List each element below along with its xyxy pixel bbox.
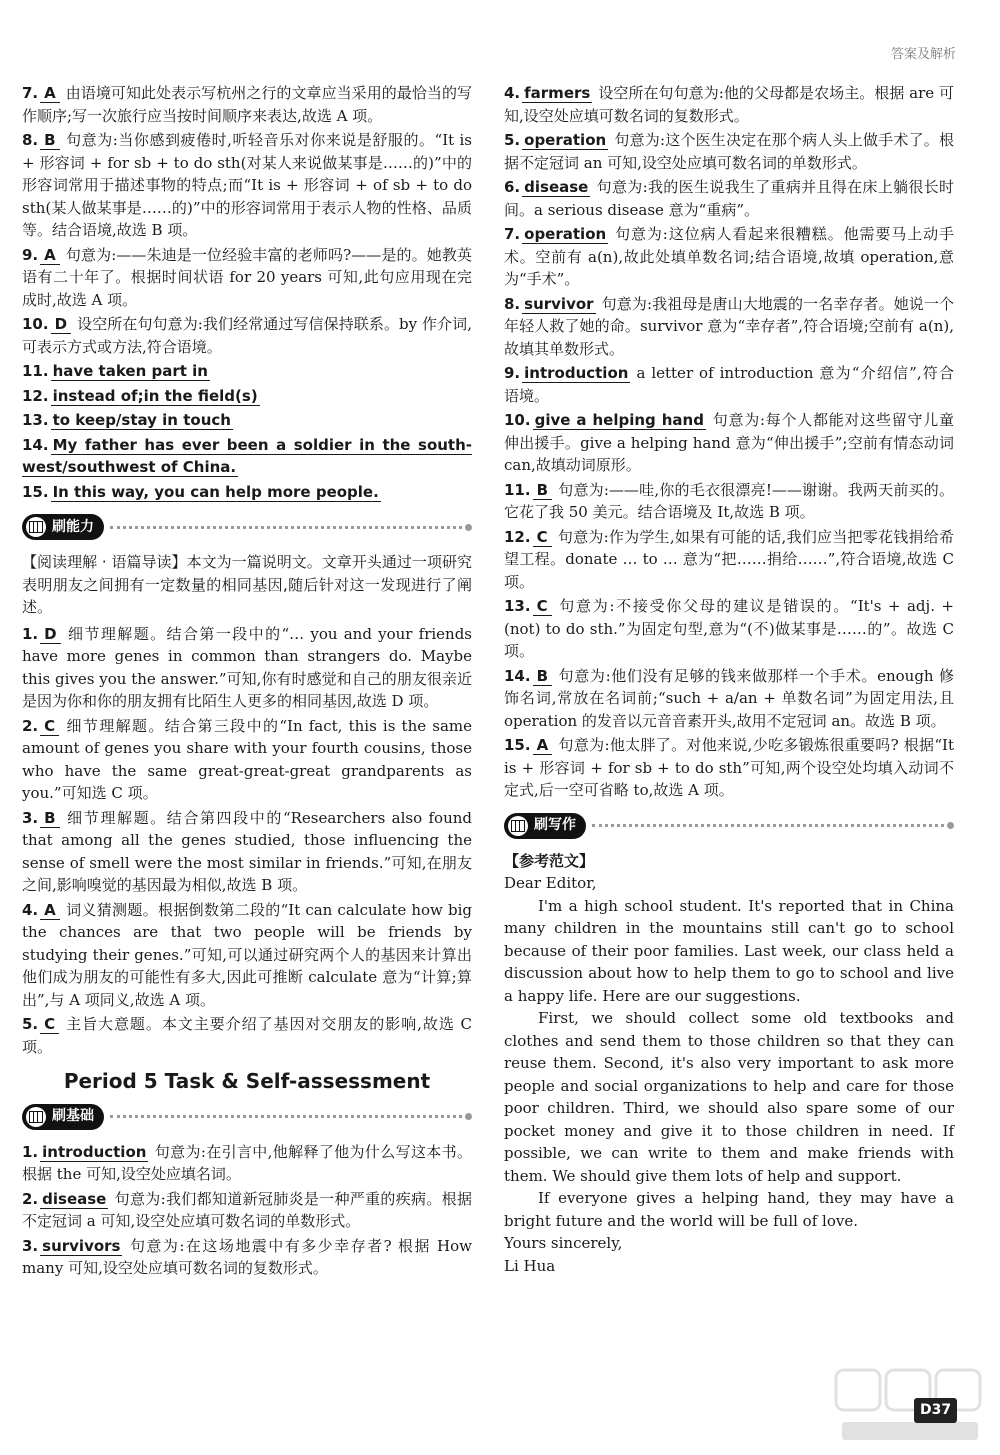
item-explanation: 设空所在句句意为:我们经常通过写信保持联系。by 作介词,可表示方式或方法,符合语境。: [22, 315, 472, 356]
item-number: 11.: [504, 480, 531, 499]
item-number: 4.: [504, 84, 521, 102]
item-number: 5.: [504, 131, 521, 149]
item-answer: B: [533, 667, 552, 686]
answer-item: [22, 623, 472, 713]
item-explanation: 句意为:——哇,你的毛衣很漂亮!——谢谢。我两天前买的。它花了我 50 美元。结合语境及 It,故选 B 项。: [504, 480, 954, 521]
item-answer: A: [40, 246, 60, 265]
item-number: 5.: [22, 1015, 39, 1033]
item-answer: survivors: [42, 1236, 121, 1255]
item-explanation: 句意为:当你感到疲倦时,听轻音乐对你来说是舒服的。“It is + 形容词 + for sb + to do sth(对某人来说做某事是……的)”中的形容词常用于描述事物的特点;而“It is + 形容词 + of sb + to do sth(某人做某事是……的)”中的形容词常用于表示人物的性格、品质等。结合语境,故选 B 项。: [22, 131, 472, 239]
answer-item: [22, 1141, 472, 1186]
item-answer: In this way, you can help more people.: [52, 482, 379, 501]
answer-item: [504, 293, 954, 361]
item-answer: have taken part in: [52, 362, 208, 380]
essay-paragraph: First, we should collect some old textbooks and clothes and send them to those children so that they can reuse them. Second, it's also very important to ask more people and social organizations to help and care for those poor children. Third, we should also spare some of our pocket money and give it to those children in need. If possible, we can write to them and make friends with them. We should give them lots of help and support.: [504, 1009, 954, 1185]
item-answer: D: [51, 315, 71, 334]
answer-item: [22, 1188, 472, 1233]
basic-answer-list: [22, 1141, 472, 1280]
item-answer: give a helping hand: [534, 411, 704, 429]
item-explanation: 句意为:这个医生决定在那个病人头上做手术了。根据不定冠词 an 可知,设空处应填可数名词的单数形式。: [504, 131, 954, 172]
item-answer: C: [533, 597, 552, 616]
answer-item: [504, 526, 954, 594]
answer-item: [22, 899, 472, 1012]
item-answer: B: [40, 131, 59, 150]
item-answer: A: [533, 736, 553, 755]
item-number: 1.: [22, 1142, 39, 1161]
item-answer: A: [40, 901, 60, 920]
item-number: 1.: [22, 624, 39, 643]
essay-paragraph: I'm a high school student. It's reported that in China many children in the mountains still can't go to school because of their poor families. Last week, our class held a discussion about how to help them to go to school and live a happy life. Here are our suggestions.: [504, 896, 954, 1005]
page-header-title: 答案及解析: [890, 47, 956, 62]
item-number: 2.: [22, 716, 39, 735]
section-ability-badge: [22, 514, 104, 540]
answer-item: [504, 223, 954, 291]
item-explanation: 句意为:他们没有足够的钱来做那样一个手术。enough 修饰名词,常放在名词前;“such + a/an + 单数名词”为固定用法,且 operation 的发音以元音音素开头,故用不定冠词 an。故选 B 项。: [504, 666, 954, 730]
answer-item: [504, 362, 954, 407]
item-explanation: 句意为:我的医生说我生了重病并且得在床上躺很长时间。a serious disease 意为“重病”。: [504, 178, 954, 219]
item-explanation: 句意为:我祖母是唐山大地震的一名幸存者。她说一个年轻人救了她的命。survivor 意为“幸存者”,符合语境;空前有 a(n),故填其单数形式。: [504, 294, 954, 358]
item-answer: C: [40, 1015, 59, 1034]
item-answer: D: [40, 625, 60, 644]
item-explanation: 句意为:不接受你父母的建议是错误的。“It's + adj. + (not) to do sth.”为固定句型,意为“(不)做某事是……的”。故选 C 项。: [504, 597, 954, 660]
section-basic-label: 刷基础: [52, 1108, 94, 1125]
item-explanation: 词义猜测题。根据倒数第二段的“It can calculate how big the chances are that two people will be friends by studying their genes.”可知,可以通过研究两个人的基因来计算出他们成为朋友的可能性有多大,因此可推断 calculate 意为“计算;算出”,与 A 项同义,故选 A 项。: [22, 900, 472, 1009]
answer-item: [504, 734, 954, 802]
answer-item: [22, 129, 472, 242]
item-number: 14.: [22, 435, 49, 454]
item-explanation: 主旨大意题。本文主要介绍了基因对交朋友的影响,故选 C 项。: [22, 1015, 472, 1056]
answer-item: [22, 1013, 472, 1058]
translation-answers: [22, 360, 472, 503]
item-explanation: 句意为:他太胖了。对他来说,少吃多锻炼很重要吗? 根据“It is + 形容词 + for sb + to do sth”可知,两个设空处均填入动词不定式,后一空可省略 to,故选 A 项。: [504, 736, 954, 799]
essay-paragraph: If everyone gives a helping hand, they may have a bright future and the world will be full of love.: [504, 1189, 954, 1230]
section-divider-end: [465, 524, 472, 531]
section-divider-end: [465, 1113, 472, 1120]
item-answer: A: [40, 84, 60, 103]
item-number: 7.: [22, 84, 39, 102]
item-number: 12.: [504, 527, 531, 546]
piano-icon: [26, 517, 46, 537]
item-explanation: 细节理解题。结合第一段中的“… you and your friends have more genes in common than strangers do. Maybe this gives you the answer.”可知,你有时感觉和自己的朋友很亲近是因为你和你的朋友拥有比陌生人更多的相同基因,故选 D 项。: [22, 624, 472, 710]
item-answer: to keep/stay in touch: [52, 411, 231, 429]
item-number: 4.: [22, 900, 39, 919]
section-writing-label: 刷写作: [534, 817, 576, 834]
item-number: 3.: [22, 808, 39, 827]
item-number: 8.: [22, 131, 39, 149]
item-answer: operation: [524, 131, 607, 149]
item-answer: instead of;in the field(s): [52, 386, 258, 405]
item-number: 15.: [504, 736, 531, 754]
item-answer: introduction: [524, 364, 629, 382]
item-answer: introduction: [42, 1142, 147, 1161]
item-explanation: 句意为:每个人都能对这些留守儿童伸出援手。give a helping hand 意为“伸出援手”;空前有情态动词 can,故填动词原形。: [504, 411, 954, 474]
reading-answer-list: [22, 623, 472, 1059]
section-basic-bar: [22, 1101, 472, 1133]
essay-closing: Yours sincerely,: [504, 1234, 623, 1252]
answer-item: [22, 360, 472, 383]
section-ability-bar: [22, 511, 472, 543]
item-answer: My father has ever been a soldier in the south-west/southwest of China.: [22, 435, 472, 476]
item-answer: farmers: [524, 84, 591, 102]
item-number: 13.: [504, 597, 531, 615]
item-answer: B: [533, 481, 552, 500]
section-divider: [592, 824, 944, 827]
item-number: 2.: [22, 1189, 39, 1208]
item-explanation: 句意为:这位病人看起来很糟糕。他需要马上动手术。空前有 a(n),故此处填单数名词;结合语境,故填 operation,意为“手术”。: [504, 225, 954, 288]
section-divider-end: [947, 822, 954, 829]
item-number: 8.: [504, 294, 521, 313]
answer-item: [22, 715, 472, 805]
answer-item: [504, 409, 954, 477]
item-answer: operation: [524, 225, 607, 243]
answer-list-right: [504, 82, 954, 802]
answer-item: [504, 595, 954, 663]
left-column: [22, 82, 472, 1282]
watermark-logo: [830, 1360, 990, 1450]
answer-item: [22, 807, 472, 897]
section-basic-badge: [22, 1104, 104, 1130]
item-answer: C: [40, 717, 59, 736]
essay-heading: 【参考范文】: [504, 851, 595, 870]
answer-item: [504, 129, 954, 174]
item-number: 15.: [22, 482, 49, 501]
section-divider: [110, 526, 462, 529]
item-number: 10.: [22, 315, 49, 333]
answer-item: [22, 434, 472, 479]
item-number: 9.: [504, 364, 521, 382]
item-explanation: 设空所在句句意为:他的父母都是农场主。根据 are 可知,设空处应填可数名词的复数形式。: [504, 84, 954, 125]
essay-greeting: Dear Editor,: [504, 874, 597, 892]
period-title: Period 5 Task & Self-assessment: [63, 1069, 431, 1093]
right-column: [504, 82, 954, 1277]
item-explanation: 细节理解题。结合第三段中的“In fact, this is the same amount of genes you share with your fourth cousins, those who have the same great-great-great grandparents as you.”可知选 C 项。: [22, 716, 472, 802]
sample-essay: [504, 850, 954, 1278]
item-answer: survivor: [524, 294, 594, 313]
item-answer: B: [40, 809, 59, 828]
item-explanation: 句意为:我们都知道新冠肺炎是一种严重的疾病。根据不定冠词 a 可知,设空处应填可数名词的单数形式。: [22, 1189, 472, 1230]
answer-item: [22, 385, 472, 408]
answer-item: [22, 481, 472, 504]
item-explanation: 句意为:——朱迪是一位经验丰富的老师吗?——是的。她教英语有二十年了。根据时间状语 for 20 years 可知,此句应用现在完成时,故选 A 项。: [22, 245, 472, 309]
item-number: 7.: [504, 225, 521, 243]
item-number: 12.: [22, 386, 49, 405]
answer-item: [22, 244, 472, 312]
piano-icon: [508, 816, 528, 836]
item-explanation: 句意为:在这场地震中有多少幸存者? 根据 How many 可知,设空处应填可数名词的复数形式。: [22, 1236, 472, 1277]
reading-intro: 【阅读理解 · 语篇导读】本文为一篇说明文。文章开头通过一项研究表明朋友之间拥有一定数量的相同基因,随后针对这一发现进行了阐述。: [22, 553, 472, 616]
page-number: D37: [914, 1398, 957, 1423]
answer-item: [504, 176, 954, 221]
item-answer: disease: [42, 1189, 107, 1208]
answer-item: [22, 409, 472, 432]
item-explanation: a letter of introduction 意为“介绍信”,符合语境。: [504, 364, 954, 405]
section-divider: [110, 1115, 462, 1118]
item-number: 3.: [22, 1236, 39, 1255]
answer-item: [504, 665, 954, 733]
essay-signature: Li Hua: [504, 1256, 556, 1275]
item-answer: disease: [524, 178, 589, 196]
answer-list-top: [22, 82, 472, 358]
piano-icon: [26, 1107, 46, 1127]
section-writing-bar: [504, 810, 954, 842]
item-number: 14.: [504, 666, 531, 685]
item-answer: C: [533, 528, 552, 547]
item-explanation: 细节理解题。结合第四段中的“Researchers also found that among all the genes studied, those influencing the sense of smell were the most similar in friends.”可知,在朋友之间,影响嗅觉的基因最为相似,故选 B 项。: [22, 808, 472, 894]
item-number: 10.: [504, 411, 531, 429]
item-number: 6.: [504, 178, 521, 196]
item-explanation: 句意为:作为学生,如果有可能的话,我们应当把零花钱捐给希望工程。donate … to … 意为“把……捐给……”,符合语境,故选 C 项。: [504, 527, 954, 591]
item-number: 9.: [22, 245, 39, 264]
item-explanation: 句意为:在引言中,他解释了他为什么写这本书。根据 the 可知,设空处应填名词。: [22, 1142, 472, 1183]
answer-item: [22, 1235, 472, 1280]
item-number: 11.: [22, 362, 49, 380]
answer-item: [22, 82, 472, 127]
answer-item: [22, 313, 472, 358]
answer-item: [504, 479, 954, 524]
section-ability-label: 刷能力: [52, 518, 94, 535]
item-number: 13.: [22, 411, 49, 429]
section-writing-badge: [504, 813, 586, 839]
item-explanation: 由语境可知此处表示写杭州之行的文章应当采用的最恰当的写作顺序;写一次旅行应当按时间顺序来表达,故选 A 项。: [22, 84, 472, 125]
answer-item: [504, 82, 954, 127]
